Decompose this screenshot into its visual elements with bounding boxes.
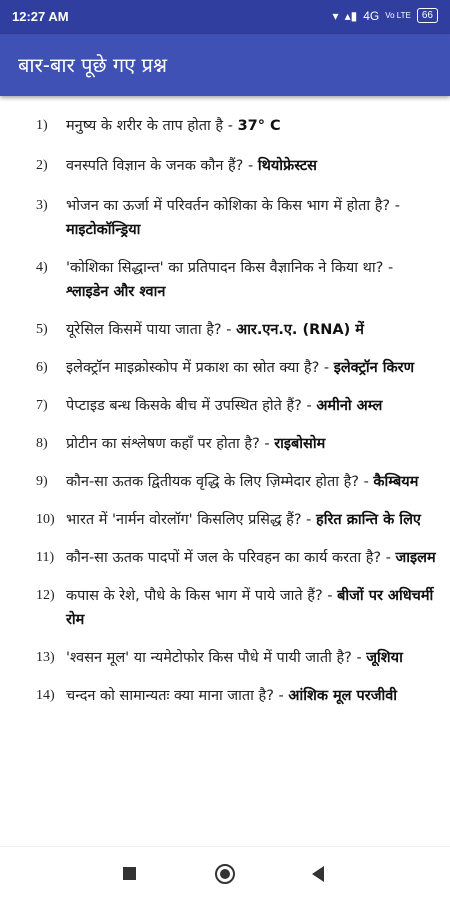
list-item	[0, 394, 450, 418]
home-icon[interactable]	[215, 864, 235, 884]
question-text: पेप्टाइड बन्ध किसके बीच में उपस्थित होते हैं? -	[66, 398, 317, 414]
list-item	[0, 356, 450, 380]
recents-icon[interactable]	[123, 867, 136, 880]
question-text: कपास के रेशे, पौधे के किस भाग में पाये जाते हैं? -	[66, 588, 338, 604]
wifi-icon: ▾	[332, 8, 339, 23]
answer-text: जूशिया	[366, 650, 403, 666]
status-time: 12:27 AM	[12, 9, 69, 24]
question-list[interactable]	[0, 102, 450, 846]
answer-text: कैम्बियम	[373, 474, 419, 490]
network-type: 4G	[363, 8, 380, 23]
question-number: 12)	[36, 588, 55, 603]
question-number: 2)	[36, 158, 48, 173]
volte-label: Vo LTE	[385, 11, 411, 20]
app-bar	[0, 34, 450, 96]
question-number: 13)	[36, 650, 55, 665]
list-item	[0, 154, 450, 178]
list-item	[0, 256, 450, 304]
page-title: बार-बार पूछे गए प्रश्न	[18, 53, 168, 77]
list-item	[0, 470, 450, 494]
question-text: मनुष्य के शरीर के ताप होता है -	[66, 118, 238, 134]
question-text: भारत में 'नार्मन वोरलॉग' किसलिए प्रसिद्ध हैं? -	[66, 512, 316, 528]
answer-text: हरित क्रान्ति के लिए	[316, 512, 421, 528]
question-text: चन्दन को सामान्यतः क्या माना जाता है? -	[66, 688, 289, 704]
question-text: वनस्पति विज्ञान के जनक कौन हैं? -	[66, 158, 258, 174]
list-item	[0, 508, 450, 532]
status-bar	[0, 0, 450, 34]
question-text: भोजन का ऊर्जा में परिवर्तन कोशिका के किस भाग में होता है? -	[66, 198, 400, 214]
question-text: कौन-सा ऊतक पादपों में जल के परिवहन का कार्य करता है? -	[66, 550, 396, 566]
list-item	[0, 114, 450, 138]
answer-text: श्लाइडेन और श्वान	[66, 284, 166, 300]
list-item	[0, 194, 450, 242]
question-text: 'कोशिका सिद्धान्त' का प्रतिपादन किस वैज्ञानिक ने किया था? -	[66, 260, 394, 276]
answer-text: इलेक्ट्रॉन किरण	[333, 360, 415, 376]
list-item	[0, 646, 450, 670]
question-number: 3)	[36, 198, 48, 213]
question-text: इलेक्ट्रॉन माइक्रोस्कोप में प्रकाश का स्रोत क्या है? -	[66, 360, 334, 376]
navigation-bar	[0, 846, 450, 901]
answer-text: थियोफ्रेस्टस	[257, 158, 317, 174]
question-number: 7)	[36, 398, 48, 413]
question-text: 'श्वसन मूल' या न्यमेटोफोर किस पौधे में पायी जाती है? -	[66, 650, 367, 666]
list-item	[0, 584, 450, 632]
answer-text: माइटोकॉन्ड्रिया	[66, 222, 141, 238]
list-item	[0, 684, 450, 708]
question-number: 9)	[36, 474, 48, 489]
answer-text: अमीनो अम्ल	[316, 398, 383, 414]
list-item	[0, 546, 450, 570]
question-number: 8)	[36, 436, 48, 451]
question-text: प्रोटीन का संश्लेषण कहाँ पर होता है? -	[66, 436, 275, 452]
back-icon[interactable]	[312, 866, 324, 882]
list-item	[0, 318, 450, 342]
question-text: यूरेसिल किसमें पाया जाता है? -	[66, 322, 237, 338]
question-number: 1)	[36, 118, 48, 133]
status-icons	[333, 8, 438, 23]
answer-text: बीजों पर अधिचर्मी रोम	[66, 588, 434, 628]
answer-text: 37° C	[237, 118, 281, 134]
question-number: 5)	[36, 322, 48, 337]
question-number: 10)	[36, 512, 55, 527]
battery-icon: 66	[417, 8, 438, 23]
signal-icon: ▴▮	[344, 8, 358, 23]
answer-text: आंशिक मूल परजीवी	[288, 688, 398, 704]
question-number: 11)	[36, 550, 55, 565]
question-number: 4)	[36, 260, 48, 275]
question-number: 6)	[36, 360, 48, 375]
answer-text: राइबोसोम	[274, 436, 326, 452]
answer-text: जाइलम	[395, 550, 436, 566]
question-text: कौन-सा ऊतक द्वितीयक वृद्धि के लिए ज़िम्मेदार होता है? -	[66, 474, 374, 490]
question-number: 14)	[36, 688, 55, 703]
list-item	[0, 432, 450, 456]
answer-text: आर.एन.ए. (RNA) में	[236, 322, 364, 338]
